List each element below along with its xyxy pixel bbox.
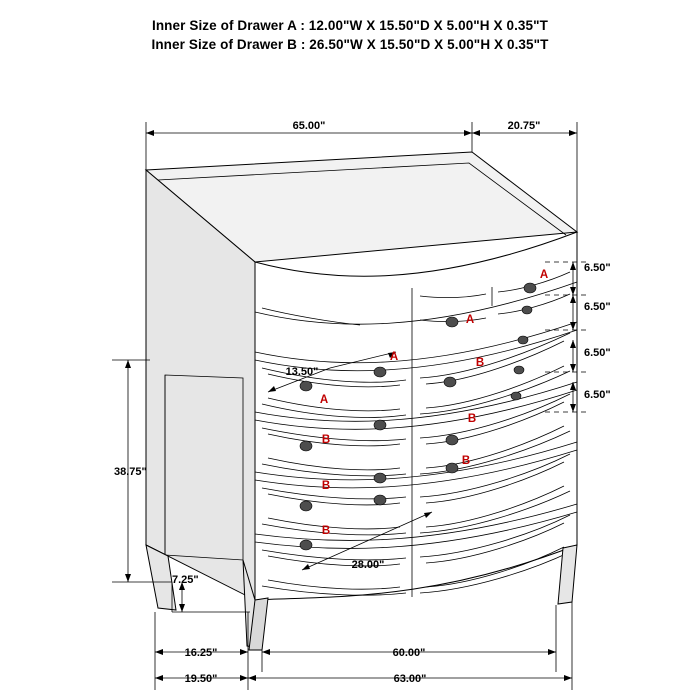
drawer-label-b1: B [475, 357, 485, 369]
drawer-label-b2: B [321, 434, 331, 446]
dim-height: 38.75" [114, 466, 147, 478]
dim-right-2: 6.50" [584, 301, 611, 313]
dim-leg-height: 7.25" [172, 574, 199, 586]
drawer-label-a4: A [319, 394, 329, 406]
dim-top-depth: 20.75" [507, 120, 541, 132]
drawer-label-b3: B [467, 413, 477, 425]
header-line-2: Inner Size of Drawer B : 26.50"W X 15.50"D X 5.00"H X 0.35"T [151, 37, 549, 52]
dim-top-width: 65.00" [292, 120, 326, 132]
drawer-label-a1: A [539, 269, 549, 281]
dim-side-depth: 16.25" [184, 647, 218, 659]
dim-front-inner-width: 60.00" [392, 647, 426, 659]
drawer-label-b4: B [321, 480, 331, 492]
dim-right-4: 6.50" [584, 389, 611, 401]
dim-drawer-small-width: 13.50" [285, 366, 319, 378]
drawer-label-b6: B [321, 525, 331, 537]
drawer-label-b5: B [461, 455, 471, 467]
cabinet-body [146, 152, 577, 650]
drawer-label-a3: A [389, 351, 399, 363]
drawer-label-a2: A [465, 314, 475, 326]
dim-right-3: 6.50" [584, 347, 611, 359]
bottom-dimension-group [155, 602, 572, 690]
dim-base-depth: 19.50" [184, 673, 218, 685]
header-line-1: Inner Size of Drawer A : 12.00"W X 15.50"D X 5.00"H X 0.35"T [151, 18, 548, 33]
dim-base-width: 63.00" [393, 673, 427, 685]
dim-drawer-large-width: 28.00" [351, 559, 385, 571]
dim-right-1: 6.50" [584, 262, 611, 274]
